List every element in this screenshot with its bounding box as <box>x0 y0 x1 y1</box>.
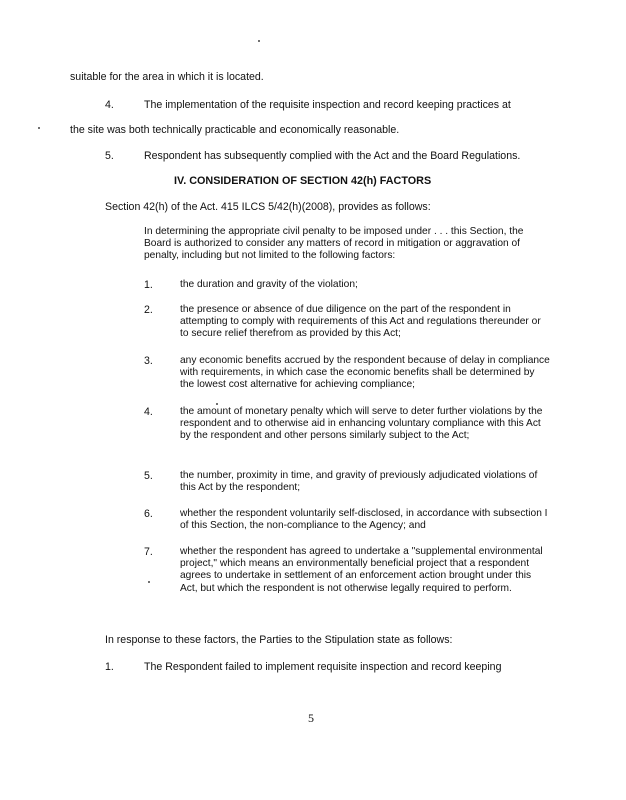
factor-text: the presence or absence of due diligence on the part of the respondent in attempting to comply with requirements of this Act and regulations thereunder or to secure relief therefrom as provided by this Act; <box>180 304 541 340</box>
scan-speck <box>258 40 260 42</box>
factor-text: any economic benefits accrued by the respondent because of delay in compliance with requirements, in which case the economic benefits shall be determined by the lowest cost alternative for achieving compliance; <box>180 355 550 391</box>
item-number: 4. <box>105 99 114 111</box>
factor-number: 2. <box>144 304 153 316</box>
response-item-text: The Respondent failed to implement requisite inspection and record keeping <box>144 661 502 673</box>
factor-number: 6. <box>144 508 153 520</box>
factor-number: 4. <box>144 406 153 418</box>
scan-speck <box>216 403 218 405</box>
factor-text: the duration and gravity of the violation; <box>180 279 358 290</box>
scan-speck <box>148 581 150 583</box>
factor-number: 1. <box>144 279 153 291</box>
factor-text: the amount of monetary penalty which will serve to deter further violations by the respondent and to otherwise aid in enhancing voluntary compliance with this Act by the respondent and other persons similarly subject to the Act; <box>180 406 543 442</box>
factor-number: 5. <box>144 470 153 482</box>
response-intro: In response to these factors, the Parties to the Stipulation state as follows: <box>105 634 453 646</box>
factor-text: whether the respondent voluntarily self-disclosed, in accordance with subsection I of this Section, the non-compliance to the Agency; and <box>180 508 548 532</box>
continuation-line: suitable for the area in which it is located. <box>70 71 264 83</box>
item-text: Respondent has subsequently complied with the Act and the Board Regulations. <box>144 150 521 162</box>
item-number: 5. <box>105 150 114 162</box>
scan-speck <box>38 127 40 129</box>
factor-text: whether the respondent has agreed to undertake a "supplemental environmental project," which means an environmentally beneficial project that a respondent agrees to undertake in settlement of an enforcement action brought under this Act, but which the respondent is not otherwise legally required to perform. <box>180 546 543 594</box>
intro-paragraph: Section 42(h) of the Act. 415 ILCS 5/42(h)(2008), provides as follows: <box>105 201 431 213</box>
factor-text: the number, proximity in time, and gravity of previously adjudicated violations of this Act by the respondent; <box>180 470 538 494</box>
quote-intro: In determining the appropriate civil penalty to be imposed under . . . this Section, the Board is authorized to consider any matters of record in mitigation or aggravation of penalty, including but not limited to the following factors: <box>144 226 524 262</box>
item-text-line: The implementation of the requisite inspection and record keeping practices at <box>144 99 511 111</box>
section-heading: IV. CONSIDERATION OF SECTION 42(h) FACTORS <box>174 175 432 187</box>
item-text-line: the site was both technically practicable and economically reasonable. <box>70 124 400 136</box>
factor-number: 3. <box>144 355 153 367</box>
page-number: 5 <box>308 711 314 725</box>
factor-number: 7. <box>144 546 153 558</box>
response-item-number: 1. <box>105 661 114 673</box>
